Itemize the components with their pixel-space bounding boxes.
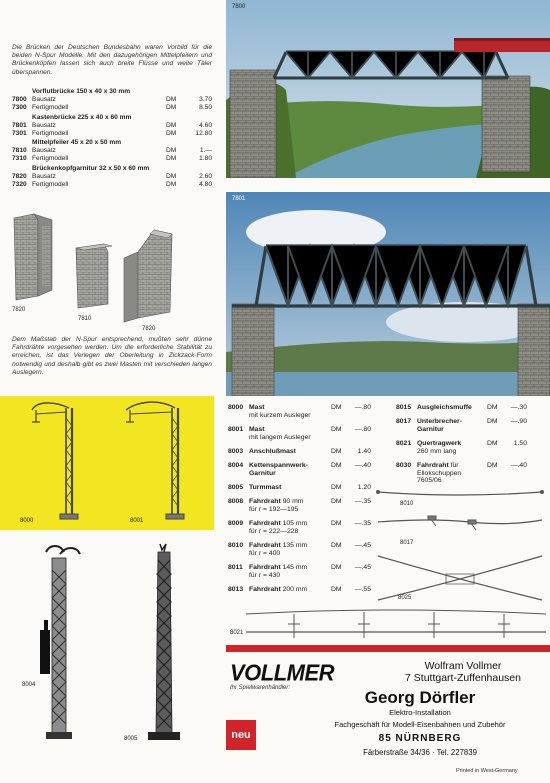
currency: DM [487,440,498,447]
mast-8005 [148,544,180,740]
item-text [249,586,331,594]
article-number: 8000 [228,404,244,411]
price-row [12,104,212,112]
article-number: 8003 [228,448,244,455]
list-item [228,426,371,441]
dealer-city: 85 NÜRNBERG [378,733,462,744]
product-group [12,88,212,112]
abutment-right [124,230,172,322]
label-pier-b: 7810 [78,316,92,322]
label-wire-b: 8017 [400,540,414,546]
price: —.45 [354,542,371,549]
tower-mast-drawings [30,540,200,750]
currency: DM [166,180,177,188]
label-mast-c: 8004 [22,682,36,688]
price: —.90 [510,418,527,425]
dealer-street: Färberstraße 34/36 · Tel. 227839 [363,748,477,757]
item-name: Bausatz [32,173,56,181]
currency: DM [166,147,177,155]
article-number: 8004 [228,462,244,469]
item-text [249,498,331,513]
item-title: Mast [249,404,265,411]
list-item [228,542,371,557]
price: 1.50 [513,440,527,447]
item-text [249,448,331,456]
photo-7800 [226,0,550,178]
item-text [249,426,331,441]
currency: DM [166,155,177,163]
price: 2.60 [199,173,212,181]
catenary-list-left [228,404,378,604]
item-sub: für r = 400 [249,549,281,557]
item-title: Turmmast [249,484,282,491]
article-number: 7810 [12,147,27,155]
label-pier-c: 7820 [142,326,156,332]
label-mast-b: 8001 [130,518,144,524]
currency: DM [331,564,342,571]
list-item [228,498,371,513]
currency: DM [166,103,177,111]
item-name: Bausatz [32,95,56,103]
item-sub: 260 mm lang [417,447,457,455]
item-text [417,418,487,433]
item-name: Fertigmodell [32,103,69,111]
currency: DM [331,586,342,593]
item-text [249,462,331,477]
item-title: Kettenspannwerk- [249,462,308,469]
price: —.80 [354,404,371,411]
product-title: Kastenbrücke 225 x 40 x 60 mm [32,113,132,121]
company-city: 7 Stuttgart-Zuffenhausen [405,672,521,684]
list-item [228,462,371,477]
middle-pier [76,244,112,308]
currency: DM [331,404,342,411]
price: —.35 [354,520,371,527]
bridge-photo-1 [226,0,550,178]
price: 1.20 [357,484,371,491]
pier-illustrations [8,212,178,334]
catenary-list-right [396,404,546,484]
price: 4.60 [199,121,212,129]
list-item [228,484,371,492]
label-photo-2: 7801 [232,196,246,202]
currency: DM [331,484,342,491]
article-number: 8017 [396,418,412,425]
article-number: 8010 [228,542,244,549]
currency: DM [166,121,177,129]
label-pier-a: 7820 [12,307,26,313]
label-wire-c: 8025 [398,595,412,601]
printed-note: Printed in West-Germany [456,768,518,774]
vollmer-logo: VOLLMER [230,659,335,686]
item-title: Quertragwerk [417,440,462,447]
bridge-price-list [12,88,212,191]
list-item [228,520,371,535]
item-name: Fertigmodell [32,180,69,188]
new-badge: neu [226,720,256,750]
mast-drawings [0,396,214,530]
currency: DM [487,418,498,425]
item-title: Mast [249,426,265,433]
item-title: Unterbrecher- [417,418,462,425]
article-number: 8030 [396,462,412,469]
item-text [417,440,487,455]
product-group [12,165,212,189]
currency: DM [331,448,342,455]
price: —.55 [354,586,371,593]
currency: DM [331,542,342,549]
price: —.35 [354,498,371,505]
item-length: 200 mm [280,586,308,593]
article-number: 8021 [396,440,412,447]
item-text [417,404,487,412]
article-number: 8013 [228,586,244,593]
item-length: 145 mm [280,564,308,571]
label-wire-a: 8010 [400,501,414,507]
item-title: Fahrdraht [249,498,281,505]
currency: DM [331,426,342,433]
article-number: 7301 [12,129,27,137]
list-item [396,440,527,455]
currency: DM [166,129,177,137]
price: —.40 [510,462,527,469]
item-for: für [448,462,459,469]
wire-8010 [377,491,544,496]
price: —.40 [354,462,371,469]
list-item [396,404,527,412]
item-sub: Garnitur [417,425,444,433]
red-divider [226,645,550,652]
item-name: Fertigmodell [32,129,69,137]
item-name: Fertigmodell [32,155,69,163]
price: 3.70 [199,95,212,103]
price-row [12,96,212,104]
article-number: 8005 [228,484,244,491]
item-text [249,520,331,535]
item-text [249,542,331,557]
article-number: 8008 [228,498,244,505]
article-number: 8001 [228,426,244,433]
item-text [249,404,331,419]
list-item [228,586,371,594]
item-sub: für r = 192—195 [249,505,299,513]
item-sub: für r = 430 [249,571,281,579]
dealer-desc: Fachgeschäft für Modell-Eisenbahnen und Zubehör [334,720,506,729]
currency: DM [487,462,498,469]
list-item [228,448,371,456]
item-title: Fahrdraht [249,542,281,549]
price-row [12,181,212,189]
price: 1.— [199,147,212,155]
wire-8017 [378,516,542,530]
price-row [12,147,212,155]
company-address [378,660,548,684]
item-name: Bausatz [32,147,56,155]
article-number: 7820 [12,173,27,181]
article-number: 8009 [228,520,244,527]
price: 1.40 [357,448,371,455]
item-text [249,564,331,579]
price: 8.50 [199,103,212,111]
article-number: 8015 [396,404,412,411]
price: 12.80 [195,129,212,137]
label-photo-1: 7800 [232,4,246,10]
price-row [12,130,212,138]
price-row [12,122,212,130]
price-row [12,155,212,163]
price: 4.80 [199,180,212,188]
item-title: Fahrdraht [417,462,449,469]
item-sub: mit kurzem Ausleger [249,411,311,419]
product-title: Brückenkopfgarnitur 32 x 50 x 60 mm [32,165,150,173]
item-sub: für r = 222—228 [249,527,299,535]
catenary-text: Dem Maßstab der N-Spur entsprechend, mußten sehr dünne Fahrdrähte vorgesehen werden. Um die erforderliche Stabilität zu erreichen, ist das Verlegen der Oberleitung in Zickzack-Form notwendig und deshalb gibt es zwei Masten mit verschieden langen Auslegern. [12,336,212,376]
article-number: 8011 [228,564,243,571]
wire-8021-drawing [244,604,548,642]
item-text [249,484,331,492]
item-length: 135 mm [280,542,308,549]
currency: DM [166,173,177,181]
price: 1.80 [199,155,212,163]
currency: DM [487,404,498,411]
item-title: Ausgleichsmuffe [417,404,472,411]
intro-text: Die Brücken der Deutschen Bundesbahn waren Vorbild für die beiden N-Spur Modelle. Mit den dazugehörigen Mittelpfeilern und Brückenköpfen lassen sich auch breite Flüsse und weite Täler überspannen. [12,44,212,76]
abutment-left [14,214,52,300]
price-row [12,173,212,181]
item-length: 105 mm [280,520,308,527]
list-item [228,564,371,579]
item-title: Anschlußmast [249,448,296,455]
article-number: 7800 [12,95,27,103]
wire-8025 [378,556,542,600]
list-item [396,462,527,485]
item-sub: Garnitur [249,469,276,477]
label-wire-d: 8021 [230,630,244,636]
list-item [228,404,371,419]
product-group [12,114,212,138]
mast-8004 [40,546,80,739]
article-number: 7320 [12,180,27,188]
item-text [417,462,487,485]
item-name: Bausatz [32,121,56,129]
currency: DM [331,462,342,469]
dealer-name: Georg Dörfler [364,688,476,707]
photo-7801 [226,192,550,396]
bridge-photo-2 [226,192,550,396]
dealer-sub: Elektro-Installation [389,708,451,717]
price: —.30 [510,404,527,411]
dealer-block [290,688,550,759]
mast-8001 [126,402,184,519]
item-sub: Ellokschuppen 7605/06 [417,469,462,485]
dealer-label: Ihr Spielwarenhändler: [230,685,291,691]
company-name: Wolfram Vollmer [424,660,502,672]
item-sub: mit langem Ausleger [249,433,311,441]
price: —.80 [354,426,371,433]
item-length: 90 mm [280,498,304,505]
currency: DM [166,95,177,103]
product-group [12,139,212,163]
currency: DM [331,520,342,527]
article-number: 7300 [12,103,27,111]
price: —.45 [354,564,371,571]
product-title: Vorflutbrücke 150 x 40 x 30 mm [32,88,131,95]
label-mast-d: 8005 [124,736,138,742]
label-mast-a: 8000 [20,518,34,524]
item-title: Fahrdraht [249,520,281,527]
list-item [396,418,527,433]
product-title: Mittelpfeiler 45 x 20 x 50 mm [32,139,122,147]
article-number: 7310 [12,155,27,163]
item-title: Fahrdraht [249,564,281,571]
article-number: 7801 [12,121,27,129]
mast-8000 [32,403,78,519]
item-title: Fahrdraht [249,586,281,593]
currency: DM [331,498,342,505]
